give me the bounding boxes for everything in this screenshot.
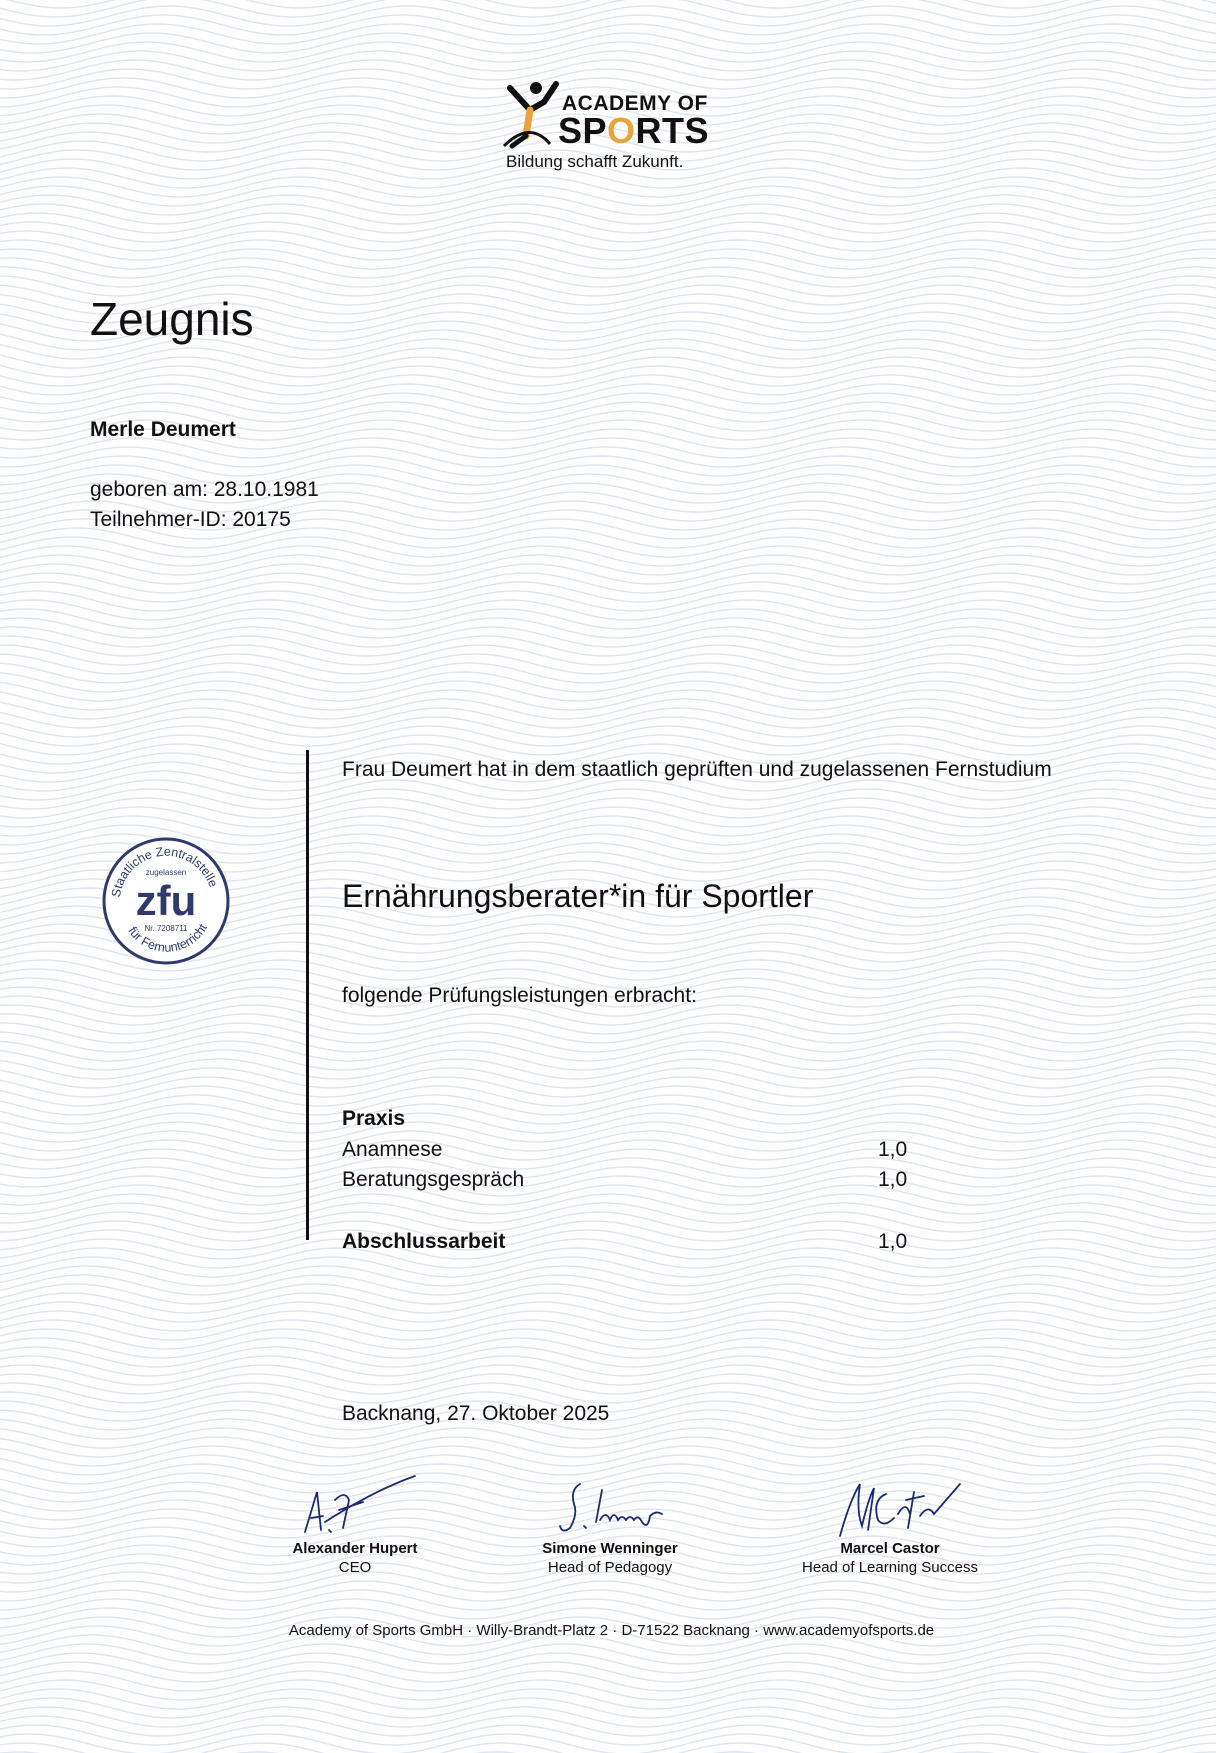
- birth-date: geboren am: 28.10.1981: [90, 478, 319, 501]
- logo-line-2: SPORTS: [558, 110, 710, 151]
- intro-text: Frau Deumert hat in dem staatlich geprüften und zugelassenen Fernstudium: [342, 758, 1052, 781]
- signer-role: Head of Learning Success: [802, 1559, 978, 1576]
- place-date: Backnang, 27. Oktober 2025: [342, 1402, 610, 1425]
- logo-line-1: ACADEMY OF: [562, 92, 708, 115]
- seal-small-text: zugelassen: [145, 868, 187, 877]
- signer-role: Head of Pedagogy: [547, 1559, 673, 1576]
- logo-tagline: Bildung schafft Zukunft.: [506, 152, 684, 171]
- signature-block: [770, 1470, 1010, 1576]
- signer-name: Alexander Hupert: [292, 1540, 418, 1557]
- handwritten-signature-icon: [540, 1470, 680, 1540]
- result-label: Abschlussarbeit: [342, 1230, 506, 1253]
- participant-id: Teilnehmer-ID: 20175: [90, 508, 291, 531]
- signature-block: [490, 1470, 730, 1576]
- handwritten-signature-icon: [285, 1470, 425, 1540]
- zfu-seal: [100, 835, 232, 967]
- handwritten-signature-icon: [810, 1470, 970, 1540]
- footer-address: Academy of Sports GmbH · Willy-Brandt-Platz 2 · D-71522 Backnang · www.academyofsports.de: [288, 1622, 935, 1639]
- zfu-seal-icon: [100, 835, 232, 967]
- result-grade: 1,0: [878, 1138, 908, 1161]
- recipient-name: Merle Deumert: [90, 418, 236, 441]
- signer-name: Marcel Castor: [840, 1540, 940, 1557]
- signer-role: CEO: [338, 1559, 372, 1576]
- seal-mark: zfu: [135, 877, 197, 924]
- result-label: Anamnese: [342, 1138, 443, 1161]
- seal-bottom-text: für Fernunterricht: [125, 921, 210, 955]
- document-title: Zeugnis: [90, 293, 254, 345]
- signer-name: Simone Wenninger: [542, 1540, 678, 1557]
- result-grade: 1,0: [878, 1230, 908, 1253]
- praxis-heading: Praxis: [342, 1107, 406, 1130]
- performance-intro: folgende Prüfungsleistungen erbracht:: [342, 984, 697, 1007]
- academy-logo: [500, 80, 730, 180]
- seal-number: Nr. 7208711: [144, 924, 188, 933]
- course-title: Ernährungsberater*in für Sportler: [342, 878, 814, 914]
- result-grade: 1,0: [878, 1168, 908, 1191]
- result-label: Beratungsgespräch: [342, 1168, 525, 1191]
- seal-top-text: Staatliche Zentralstelle: [108, 844, 221, 899]
- vertical-divider: [306, 750, 309, 1240]
- signature-block: [235, 1470, 475, 1576]
- athlete-logo-icon: [500, 80, 564, 152]
